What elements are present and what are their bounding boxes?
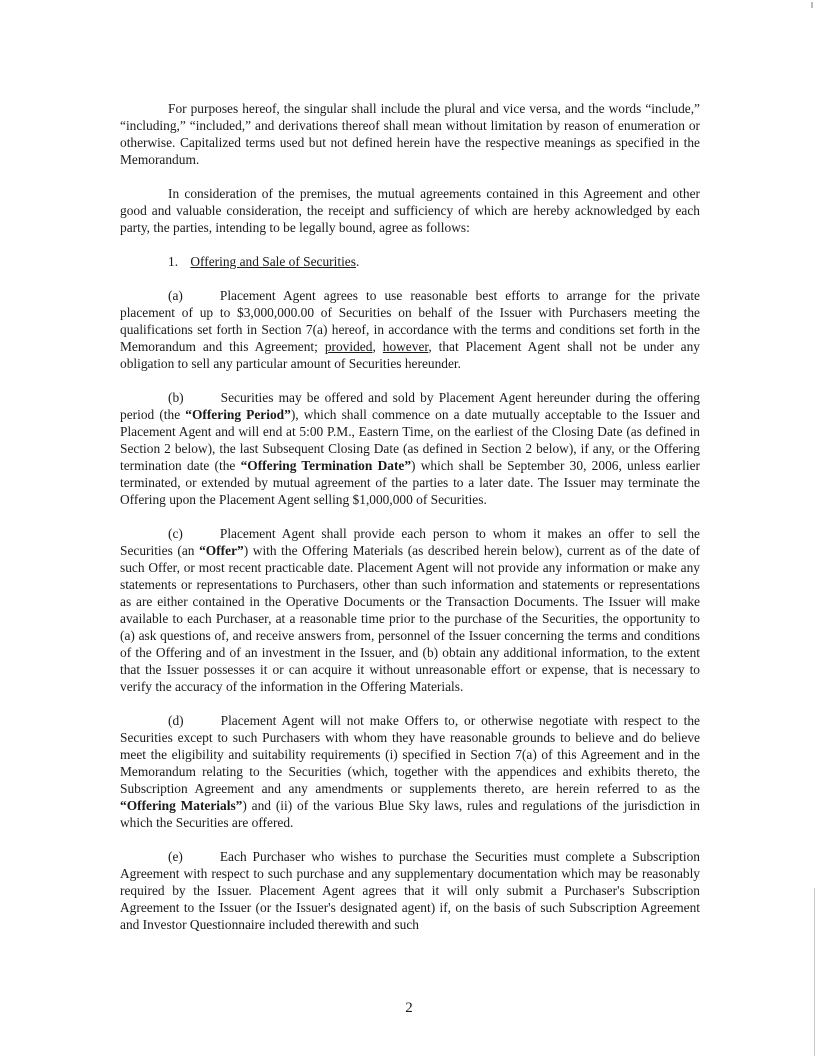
term-however: however bbox=[382, 339, 429, 354]
clause-text: ) and (ii) of the various Blue Sky laws, rules and regulations of the jurisdiction in which the Securities are offered. bbox=[120, 798, 700, 830]
scan-edge-mark bbox=[811, 2, 813, 8]
section-heading-1 bbox=[120, 253, 700, 270]
clause-text: Placement Agent will not make Offers to, or otherwise negotiate with respect to the Securities except to such Purchasers with whom they have reasonable grounds to believe and do believe meet the eligibility and suitability requirements (i) specified in Section 7(a) of this Agreement and in the Memorandum relating to the Securities (which, together with the appendices and exhibits thereto, the Subscription Agreement and any amendments or supplements thereto, are herein referred to as the bbox=[120, 713, 700, 796]
section-title-suffix: . bbox=[355, 254, 360, 269]
defined-term: “Offering Materials” bbox=[120, 798, 243, 813]
clause-text: , bbox=[372, 339, 383, 354]
clause-text: Each Purchaser who wishes to purchase the Securities must complete a Subscription Agreement with respect to such purchase and any supplementary documentation which may be reasonably required by the Issuer. Placement Agent agrees that it will only submit a Purchaser's Subscription Agreement to the Issuer (or the Issuer's designated agent) if, on the basis of such Subscription Agreement and Investor Questionnaire included therewith and such bbox=[120, 849, 700, 932]
defined-term: “Offering Termination Date” bbox=[240, 458, 412, 473]
scan-edge-line bbox=[814, 888, 815, 1056]
clause-text: Placement Agent agrees to use reasonable best efforts to arrange for the private placement of up to $3,000,000.00 of Securities on behalf of the Issuer with Purchasers meeting the qualifications set forth in Section 7(a) hereof, in accordance with the terms and conditions set forth in the Memorandum and this Agreement; bbox=[120, 288, 700, 354]
term-provided: provided bbox=[324, 339, 373, 354]
clause-b bbox=[120, 389, 700, 508]
page-number: 2 bbox=[405, 1000, 413, 1016]
clause-label: (d) bbox=[168, 713, 184, 728]
clause-label: (b) bbox=[168, 390, 184, 405]
clause-text: Securities may be offered and sold by Placement Agent hereunder during the offering period (the bbox=[120, 390, 700, 422]
defined-term: “Offer” bbox=[199, 543, 244, 558]
clause-d bbox=[120, 712, 700, 831]
document-body bbox=[120, 100, 700, 950]
clause-label: (a) bbox=[168, 288, 183, 303]
clause-label: (c) bbox=[168, 526, 183, 541]
clause-label: (e) bbox=[168, 849, 183, 864]
clause-text: ) with the Offering Materials (as described herein below), current as of the date of such Offer, or most recent practicable date. Placement Agent will not provide any information or make any statements or representations to Purchasers, other than such information and statements or representations as are either contained in the Operative Documents or the Transaction Documents. The Issuer will make available to each Purchaser, at a reasonable time prior to the purchase of the Securities, the opportunity to (a) ask questions of, and receive answers from, personnel of the Issuer concerning the terms and conditions of the Offering and of an investment in the Issuer, and (b) obtain any additional information, to the extent that the Issuer possesses it or can acquire it without unreasonable effort or expense, that is necessary to verify the accuracy of the information in the Offering Materials. bbox=[120, 543, 700, 694]
defined-term: “Offering Period” bbox=[185, 407, 291, 422]
clause-text: ), which shall commence on a date mutually acceptable to the Issuer and Placement Agent and will end at 5:00 P.M., Eastern Time, on the earliest of the Closing Date (as defined in Section 2 below), the last Subsequent Closing Date (as defined in Section 2 below), if any, or the Offering termination date (the bbox=[120, 407, 700, 473]
clause-c bbox=[120, 525, 700, 695]
section-title: Offering and Sale of Securities bbox=[190, 254, 356, 269]
clause-text: , that Placement Agent shall not be under any obligation to sell any particular amount of Securities hereunder. bbox=[120, 339, 700, 371]
clause-text: ) which shall be September 30, 2006, unless earlier terminated, or extended by mutual agreement of the parties to a later date. The Issuer may terminate the Offering upon the Placement Agent selling $1,000,000 of Securities. bbox=[120, 458, 700, 507]
paragraph-consideration: In consideration of the premises, the mutual agreements contained in this Agreement and other good and valuable consideration, the receipt and sufficiency of which are hereby acknowledged by each party, the parties, intending to be legally bound, agree as follows: bbox=[120, 186, 700, 235]
clause-a bbox=[120, 287, 700, 372]
section-number: 1. bbox=[168, 254, 179, 269]
paragraph-definitions: For purposes hereof, the singular shall include the plural and vice versa, and the words “include,” “including,” “included,” and derivations thereof shall mean without limitation by reason of enumeration or otherwise. Capitalized terms used but not defined herein have the respective meanings as specified in the Memorandum. bbox=[120, 101, 700, 167]
clause-text: Placement Agent shall provide each person to whom it makes an offer to sell the Securities (an bbox=[120, 526, 700, 558]
clause-e bbox=[120, 848, 700, 933]
